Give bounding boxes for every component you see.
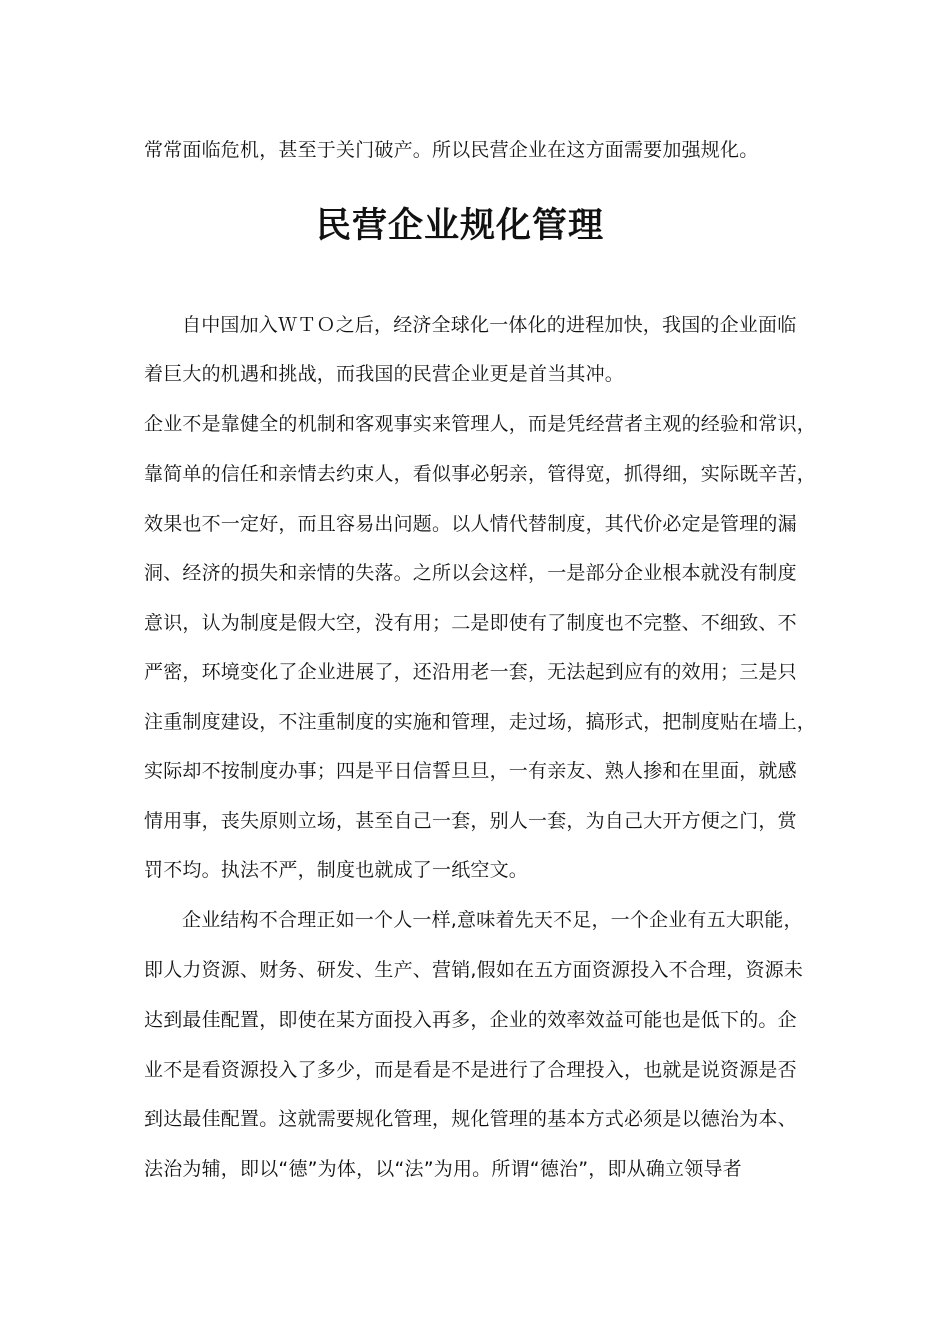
paragraph-line: 实际却不按制度办事；四是平日信誓旦旦，一有亲友、熟人掺和在里面，就感	[144, 760, 797, 782]
paragraph-line: 注重制度建设，不注重制度的实施和管理，走过场，搞形式，把制度贴在墙上，	[144, 711, 817, 733]
paragraph-line: 达到最佳配置，即使在某方面投入再多，企业的效率效益可能也是低下的。企	[144, 1009, 797, 1031]
paragraph-line: 洞、经济的损失和亲情的失落。之所以会这样，一是部分企业根本就没有制度	[144, 562, 797, 584]
paragraph-line: 即人力资源、财务、研发、生产、营销,假如在五方面资源投入不合理，资源未	[144, 959, 804, 981]
paragraph-line: 靠简单的信任和亲情去约束人，看似事必躬亲，管得宽，抓得细，实际既辛苦，	[144, 463, 817, 485]
paragraph-line: 法治为辅，即以“德”为体，以“法”为用。所谓“德治”，即从确立领导者	[144, 1158, 742, 1180]
paragraph-line: 自中国加入ＷＴＯ之后，经济全球化一体化的进程加快，我国的企业面临	[182, 314, 797, 336]
paragraph-line: 严密，环境变化了企业进展了，还沿用老一套，无法起到应有的效用；三是只	[144, 661, 797, 683]
paragraph-line: 到达最佳配置。这就需要规化管理，规化管理的基本方式必须是以德治为本、	[144, 1108, 797, 1130]
page-title: 民营企业规化管理	[315, 206, 604, 246]
paragraph-line: 业不是看资源投入了多少，而是看是不是进行了合理投入，也就是说资源是否	[144, 1059, 797, 1081]
paragraph-line: 效果也不一定好，而且容易出问题。以人情代替制度，其代价必定是管理的漏	[144, 513, 797, 535]
paragraph-line: 罚不均。执法不严，制度也就成了一纸空文。	[144, 859, 529, 881]
paragraph-line: 着巨大的机遇和挑战，而我国的民营企业更是首当其冲。	[144, 363, 625, 385]
paragraph-line: 意识，认为制度是假大空，没有用；二是即使有了制度也不完整、不细致、不	[144, 612, 797, 634]
paragraph-line: 企业结构不合理正如一个人一样,意味着先天不足，一个企业有五大职能，	[182, 909, 803, 931]
lead-line: 常常面临危机，甚至于关门破产。所以民营企业在这方面需要加强规化。	[144, 139, 759, 161]
paragraph-line: 情用事，丧失原则立场，甚至自己一套，别人一套，为自己大开方便之门，赏	[144, 810, 797, 832]
paragraph-line: 企业不是靠健全的机制和客观事实来管理人，而是凭经营者主观的经验和常识，	[144, 413, 817, 435]
